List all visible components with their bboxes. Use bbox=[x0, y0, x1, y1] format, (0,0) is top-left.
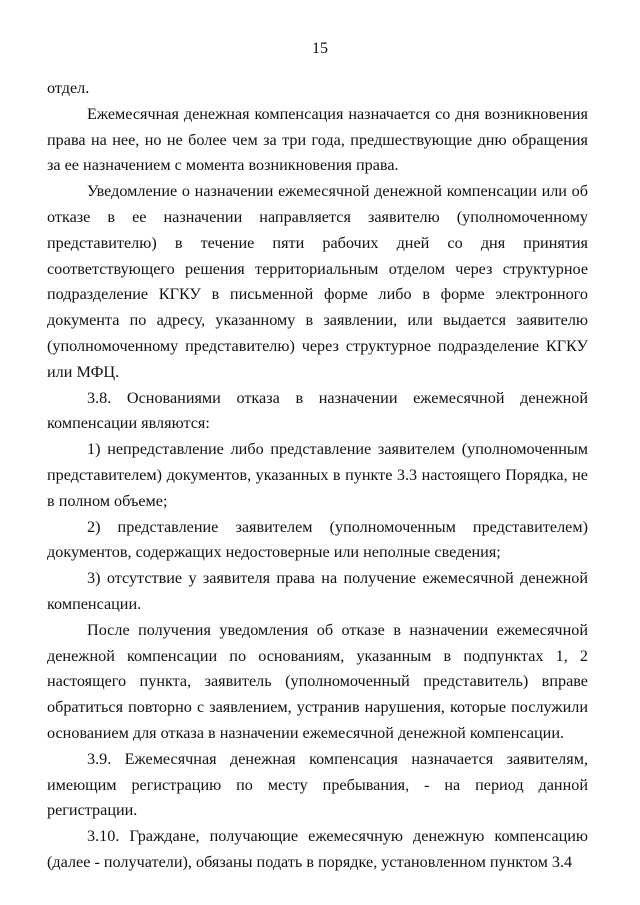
paragraph-3-9-temporary-registration: 3.9. Ежемесячная денежная компенсация назначается заявителям, имеющим регистрацию по месту пребывания, - на период данной регистрации. bbox=[47, 749, 588, 820]
paragraph-3-8-refusal-grounds: 3.8. Основаниями отказа в назначении ежемесячной денежной компенсации являются: bbox=[47, 388, 588, 433]
page-number: 15 bbox=[312, 40, 328, 57]
paragraph-continuation: отдел. bbox=[47, 79, 90, 97]
paragraph-ground-3: 3) отсутствие у заявителя права на получение ежемесячной денежной компенсации. bbox=[47, 569, 588, 613]
paragraph-compensation-start: Ежемесячная денежная компенсация назначается со дня возникновения права на нее, но не более чем за три года, предшествующие дню обращения за ее назначением с момента возникновения права. bbox=[47, 104, 588, 175]
paragraph-ground-2: 2) представление заявителем (уполномоченным представителем) документов, содержащих недостоверные или неполные сведения; bbox=[47, 517, 588, 562]
paragraph-ground-1: 1) непредставление либо представление заявителем (уполномоченным представителем) документов, указанных в пункте 3.3 настоящего Порядка, не в полном объеме; bbox=[47, 440, 588, 510]
paragraph-3-10-recipients: 3.10. Граждане, получающие ежемесячную денежную компенсацию (далее - получатели), обязаны подать в порядке, установленном пунктом 3.4 bbox=[47, 827, 588, 871]
paragraph-notification: Уведомление о назначении ежемесячной денежной компенсации или об отказе в ее назначении направляется заявителю (уполномоченному представителю) в течение пяти рабочих дней со дня принятия соответствующего решения территориальным отделом через структурное подразделение КГКУ в письменной форме либо в форме электронного документа по адресу, указанному в заявлении, или выдается заявителю (уполномоченному представителю) через структурное подразделение КГКУ или МФЦ. bbox=[47, 182, 588, 381]
document-body bbox=[47, 76, 588, 876]
paragraph-reapplication: После получения уведомления об отказе в назначении ежемесячной денежной компенсации по основаниям, указанным в подпунктах 1, 2 настоящего пункта, заявитель (уполномоченный представитель) вправе обратиться повторно с заявлением, устранив нарушения, которые послужили основанием для отказа в назначении ежемесячной денежной компенсации. bbox=[47, 620, 588, 742]
